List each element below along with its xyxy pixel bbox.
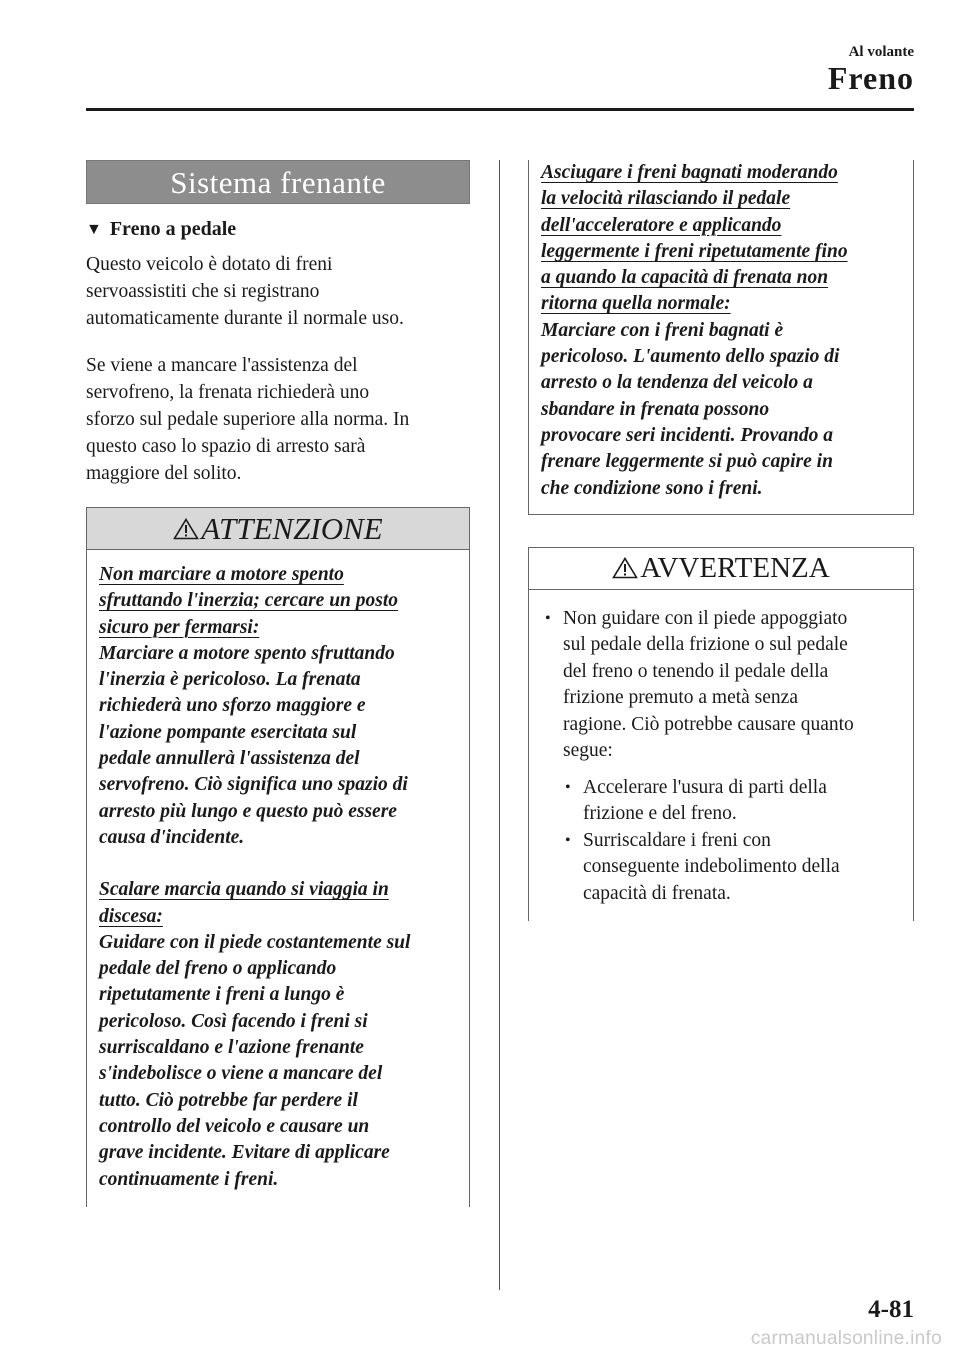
- watermark: carmanualsonline.info: [750, 1328, 942, 1349]
- warning-sub-bullet: • Surriscaldare i freni con conseguente indebolimento della capacità di frenata.: [565, 829, 840, 904]
- subsection-title: Freno a pedale: [109, 218, 237, 240]
- caution-title: ATTENZIONE: [201, 510, 383, 546]
- page-number: 4-81: [868, 1296, 914, 1323]
- warning-sub-bullet: • Accelerare l'usura di parti della frizione e del freno.: [565, 776, 827, 825]
- bullet-icon: •: [565, 778, 571, 796]
- text-line: servoassistiti che si registrano: [86, 281, 320, 302]
- warning-title: AVVERTENZA: [640, 551, 830, 584]
- caution-box-header: [87, 508, 469, 550]
- warning-triangle-icon: [173, 518, 199, 540]
- warning-box-header: [529, 548, 913, 590]
- warning-main-bullet: • Non guidare con il piede appoggiato sul pedale della frizione o sul pedale del freno o tenendo il pedale della frizione premuto a metà senza ragione. Ciò potrebbe causare quanto segue:: [545, 607, 854, 762]
- caution-item2-heading: Scalare marcia quando si viaggia in discesa:: [99, 879, 389, 927]
- text-line: maggiore del solito.: [86, 463, 242, 484]
- text-line: sforzo sul pedale superiore alla norma. In: [86, 409, 410, 430]
- triangle-down-icon: ▼: [86, 220, 102, 238]
- caution-continued-box: [528, 160, 914, 515]
- warning-triangle-icon: [612, 557, 638, 579]
- continued-body: Marciare con i freni bagnati è pericoloso. L'aumento dello spazio di arresto o la tendenza del veicolo a sbandare in frenata possono provocare seri incidenti. Provando a frenare leggermente si può capire in che condizione sono i freni.: [541, 319, 840, 499]
- caution-box: [86, 507, 470, 1207]
- caution-item1-heading: Non marciare a motore spento sfruttando l'inerzia; cercare un posto sicuro per fermarsi:: [99, 564, 399, 638]
- text-line: servofreno, la frenata richiederà uno: [86, 382, 370, 403]
- bullet-icon: •: [545, 609, 551, 627]
- continued-heading: Asciugare i freni bagnati moderando la velocità rilasciando il pedale dell'acceleratore e applicando leggermente i freni ripetutamente fino a quando la capacità di frenata non ritorna quella normale:: [541, 162, 848, 315]
- left-column: [86, 160, 470, 1207]
- text-line: questo caso lo spazio di arresto sarà: [86, 436, 366, 457]
- caution-item1-body: Marciare a motore spento sfruttando l'inerzia è pericoloso. La frenata richiederà uno sforzo maggiore e l'azione pompante esercitata sul pedale annullerà l'assistenza del servofreno. Ciò significa uno spazio di arresto più lungo e questo può essere causa d'incidente.: [99, 642, 408, 848]
- header-rule: [86, 108, 914, 111]
- chapter-label: Al volante: [848, 44, 914, 60]
- caution-item2-body: Guidare con il piede costantemente sul pedale del freno o applicando ripetutamente i freni a lungo è pericoloso. Così facendo i freni si surriscaldano e l'azione frenante s'indebolisce o viene a mancare del tutto. Ciò potrebbe far perdere il controllo del veicolo e causare un grave incidente. Evitare di applicare continuamente i freni.: [99, 931, 411, 1190]
- text-line: automaticamente durante il normale uso.: [86, 308, 404, 329]
- page-title: Freno: [827, 60, 914, 96]
- right-column: [528, 160, 914, 921]
- subsection-heading: [86, 218, 470, 241]
- text-line: Se viene a mancare l'assistenza del: [86, 355, 358, 376]
- bullet-icon: •: [565, 831, 571, 849]
- section-title: Sistema frenante: [86, 160, 470, 204]
- warning-body: [529, 590, 913, 922]
- caution-body: [87, 550, 469, 1207]
- text-line: Questo veicolo è dotato di freni: [86, 254, 333, 275]
- intro-paragraph: [86, 251, 470, 332]
- warning-box: [528, 547, 914, 922]
- column-divider: [499, 160, 500, 1290]
- assist-paragraph: [86, 352, 470, 487]
